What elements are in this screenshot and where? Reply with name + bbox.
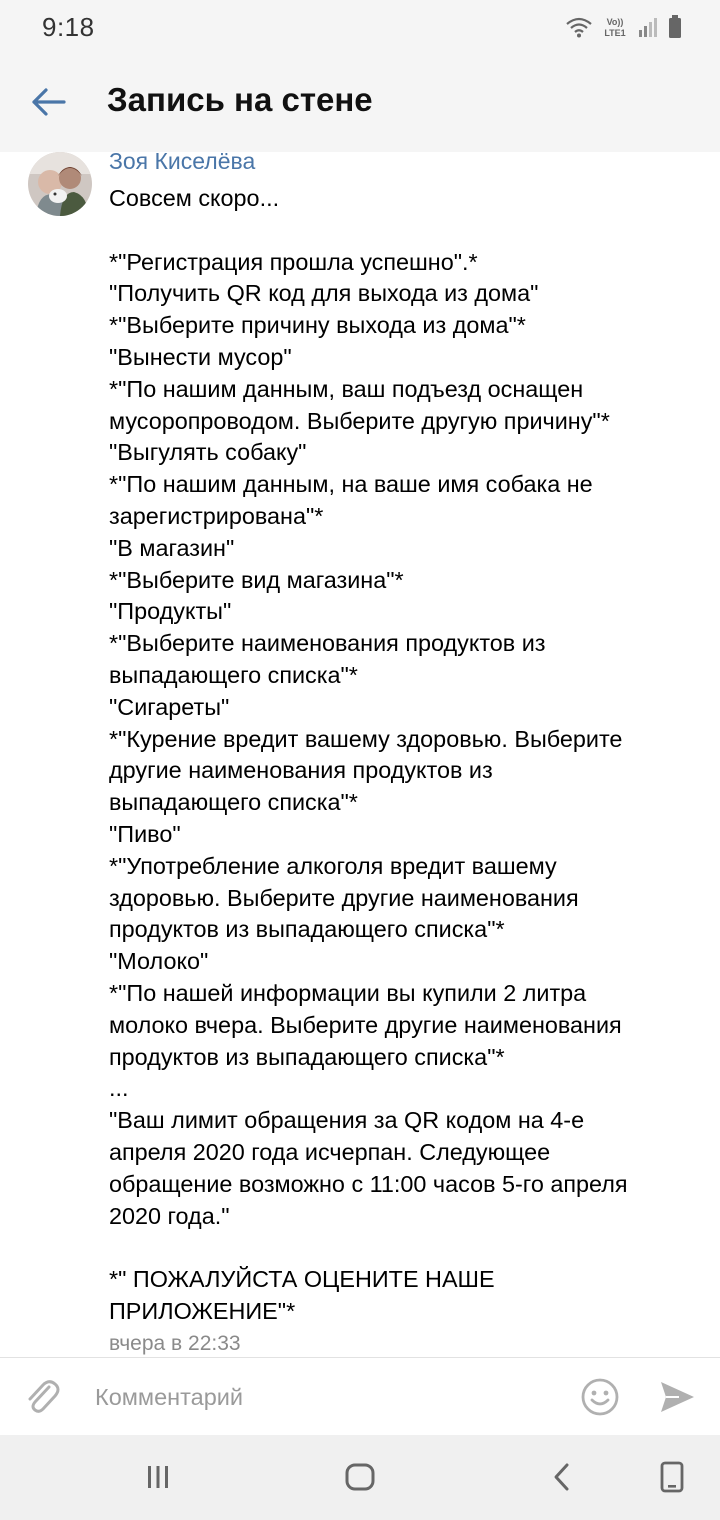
lte-top-label: Vo)) xyxy=(606,17,624,27)
back-nav-icon xyxy=(550,1462,574,1492)
signal-icon xyxy=(638,16,660,38)
post-line: ПРИЛОЖЕНИЕ"* xyxy=(109,1297,296,1324)
post-line: 2020 года." xyxy=(109,1202,230,1229)
smiley-icon[interactable] xyxy=(580,1377,620,1417)
post-line: *"По нашей информации вы купили 2 литра xyxy=(109,979,587,1006)
back-nav-button[interactable] xyxy=(542,1457,582,1497)
post-line: "Выгулять собаку" xyxy=(109,439,307,466)
post-line: *"Регистрация прошла успешно".* xyxy=(109,248,478,275)
send-icon[interactable] xyxy=(657,1377,697,1417)
post-line: "Ваш лимит обращения за QR кодом на 4-е xyxy=(109,1107,585,1134)
post-line: Совсем скоро... xyxy=(109,185,280,211)
wifi-icon xyxy=(566,16,592,38)
post-line: выпадающего списка"* xyxy=(109,789,358,816)
post-line: "Получить QR код для выхода из дома" xyxy=(109,280,539,307)
status-bar xyxy=(0,0,720,54)
app-header xyxy=(0,54,720,152)
post-line: *"Употребление алкоголя вредит вашему xyxy=(109,852,557,879)
post-content[interactable] xyxy=(0,152,720,1357)
page-title: Запись на стене xyxy=(107,81,373,118)
post-line: *" ПОЖАЛУЙСТА ОЦЕНИТЕ НАШЕ xyxy=(109,1266,495,1293)
arrow-left-icon xyxy=(30,87,66,117)
post-line xyxy=(109,1232,699,1264)
recent-apps-button[interactable] xyxy=(138,1457,178,1497)
avatar-photo xyxy=(28,152,92,216)
post-line: молоко вчера. Выберите другие наименования xyxy=(109,1011,622,1038)
post-line: "В магазин" xyxy=(109,534,235,561)
status-icons xyxy=(566,14,682,40)
post-line: *"Выберите вид магазина"* xyxy=(109,566,404,593)
post-author[interactable]: Зоя Киселёва xyxy=(109,152,256,174)
system-nav-bar xyxy=(0,1435,720,1520)
lte-bottom-label: LTE1 xyxy=(604,28,626,38)
status-time: 9:18 xyxy=(42,12,95,42)
post-line: "Пиво" xyxy=(109,820,181,847)
post-line: "Сигареты" xyxy=(109,693,230,720)
lte-icon xyxy=(600,16,630,38)
post-line: "Молоко" xyxy=(109,948,209,975)
post-line: *"По нашим данным, ваш подъезд оснащен xyxy=(109,375,584,402)
phone-icon xyxy=(659,1461,685,1493)
post-text xyxy=(109,183,699,1328)
post-line: продуктов из выпадающего списка"* xyxy=(109,1043,505,1070)
post-line: зарегистрирована"* xyxy=(109,502,324,529)
back-button[interactable] xyxy=(24,78,72,126)
post-line: *"Курение вредит вашему здоровью. Выберите xyxy=(109,725,623,752)
post-line: другие наименования продуктов из xyxy=(109,757,493,784)
home-icon xyxy=(344,1461,376,1493)
post-line: апреля 2020 года исчерпан. Следующее xyxy=(109,1138,551,1165)
post-line: "Вынести мусор" xyxy=(109,343,292,370)
post-line: мусоропроводом. Выберите другую причину"* xyxy=(109,407,610,434)
post-line: продуктов из выпадающего списка"* xyxy=(109,916,505,943)
post-time: вчера в 22:33 xyxy=(109,1332,241,1355)
post-line: ... xyxy=(109,1075,129,1102)
post-line: обращение возможно с 11:00 часов 5-го апреля xyxy=(109,1170,628,1197)
recent-apps-icon xyxy=(144,1463,172,1491)
post-line: *"Выберите причину выхода из дома"* xyxy=(109,312,526,339)
battery-icon xyxy=(668,15,682,39)
post-line: *"По нашим данным, на ваше имя собака не xyxy=(109,471,593,498)
post-line: "Продукты" xyxy=(109,598,232,625)
avatar[interactable] xyxy=(28,152,92,216)
comment-bar xyxy=(0,1357,720,1435)
post-line: здоровью. Выберите другие наименования xyxy=(109,884,579,911)
post-line: *"Выберите наименования продуктов из xyxy=(109,630,546,657)
home-button[interactable] xyxy=(340,1457,380,1497)
post-line xyxy=(109,215,699,247)
comment-input[interactable] xyxy=(95,1376,565,1418)
paperclip-icon[interactable] xyxy=(22,1376,64,1418)
screen-toggle-button[interactable] xyxy=(652,1457,692,1497)
post-line: выпадающего списка"* xyxy=(109,661,358,688)
